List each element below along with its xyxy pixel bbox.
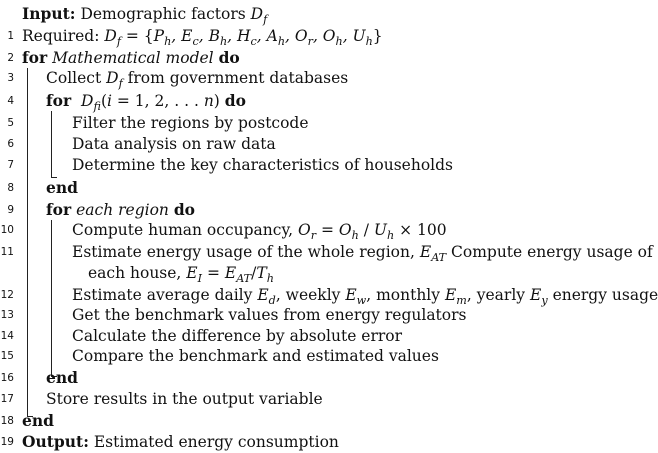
output-label: Output: bbox=[22, 432, 89, 451]
line-12-text-4: , yearly bbox=[466, 286, 526, 304]
symbol-em: $E_m$ bbox=[444, 286, 467, 308]
loop-subject: each region bbox=[76, 201, 169, 219]
line-number: 7 bbox=[7, 159, 14, 171]
line-number: 10 bbox=[0, 224, 14, 236]
line-number: 19 bbox=[0, 436, 14, 448]
keyword-for: for bbox=[46, 91, 72, 110]
line-number: 1 bbox=[7, 30, 14, 42]
occupancy-formula: $O_r = O_h / U_h \times 100$ bbox=[298, 221, 447, 243]
line-number: 14 bbox=[0, 330, 14, 342]
line-number: 16 bbox=[0, 372, 14, 384]
line-14-text: Calculate the difference by absolute error bbox=[72, 327, 403, 345]
keyword-for: for bbox=[46, 200, 72, 219]
input-label: Input: bbox=[22, 4, 76, 23]
keyword-do: do bbox=[218, 48, 240, 67]
input-text: Demographic factors bbox=[80, 5, 246, 23]
symbol-ed: $E_d$ bbox=[257, 286, 276, 308]
line-number: 17 bbox=[0, 393, 14, 405]
line-number: 9 bbox=[7, 204, 14, 216]
line-12-text-3: , monthly bbox=[366, 286, 441, 304]
block-rule bbox=[51, 220, 52, 377]
line-11-text: Estimate energy usage of the whole region, bbox=[72, 243, 415, 261]
line-11-text-3: each house, bbox=[88, 264, 182, 282]
line-number: 15 bbox=[0, 350, 14, 362]
keyword-for: for bbox=[22, 48, 48, 67]
block-rule bbox=[27, 68, 28, 417]
keyword-end: end bbox=[46, 368, 78, 387]
line-number: 4 bbox=[7, 95, 14, 107]
line-11-text-2: Compute energy usage of bbox=[451, 243, 653, 261]
line-number: 11 bbox=[0, 246, 14, 258]
required-set-formula: $D_f = \{P_h$, $E_c$, $B_h$, $H_c$, $A_h$, $O_r$, $O_h$, $U_h$} bbox=[104, 27, 383, 49]
keyword-end: end bbox=[22, 411, 54, 430]
line-number: 6 bbox=[7, 138, 14, 150]
line-number: 2 bbox=[7, 52, 14, 64]
house-energy-formula: $E_I = E_{AT}/T_h$ bbox=[186, 264, 274, 286]
line-number: 18 bbox=[0, 415, 14, 427]
symbol-df: $D_f$ bbox=[106, 69, 123, 91]
output-text: Estimated energy consumption bbox=[93, 433, 339, 451]
line-12-text-5: energy usage bbox=[552, 286, 658, 304]
line-12-text: Estimate average daily bbox=[72, 286, 253, 304]
symbol-eat: $E_{AT}$ bbox=[419, 243, 447, 265]
input-symbol: $D_f$ bbox=[250, 5, 268, 27]
symbol-ey: $E_y$ bbox=[529, 286, 548, 308]
line-7-text: Determine the key characteristics of households bbox=[72, 156, 453, 174]
line-6-text: Data analysis on raw data bbox=[72, 135, 276, 153]
line-number: 12 bbox=[0, 289, 14, 301]
line-number: 13 bbox=[0, 309, 14, 321]
loop-index-formula: $D_{fi}(i = 1$, 2, . . . n) bbox=[76, 92, 220, 114]
loop-subject: Mathematical model bbox=[52, 49, 214, 67]
line-1-text: Required: bbox=[22, 27, 100, 45]
block-rule bbox=[51, 111, 52, 178]
line-number: 3 bbox=[7, 72, 14, 84]
line-13-text: Get the benchmark values from energy regulators bbox=[72, 306, 467, 324]
line-12-text-2: , weekly bbox=[275, 286, 341, 304]
line-5-text: Filter the regions by postcode bbox=[72, 114, 309, 132]
line-17-text: Store results in the output variable bbox=[46, 390, 323, 408]
line-10-text: Compute human occupancy, bbox=[72, 221, 294, 239]
keyword-do: do bbox=[173, 200, 196, 219]
symbol-ew: $E_w$ bbox=[345, 286, 367, 308]
line-3-text-2: from government databases bbox=[127, 69, 349, 87]
keyword-do: do bbox=[224, 91, 246, 110]
line-3-text: Collect bbox=[46, 69, 102, 87]
keyword-end: end bbox=[46, 178, 78, 197]
line-number: 5 bbox=[7, 117, 14, 129]
line-number: 8 bbox=[7, 182, 14, 194]
line-15-text: Compare the benchmark and estimated values bbox=[72, 347, 439, 365]
